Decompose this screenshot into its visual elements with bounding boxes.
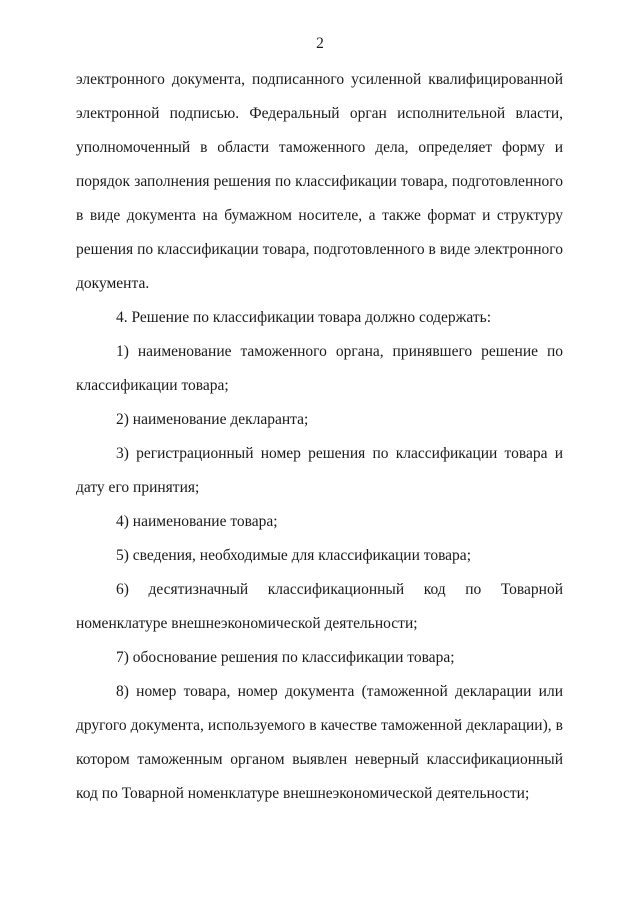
list-item-4: 4) наименование товара; [116, 513, 278, 530]
list-item-3: 3) регистрационный номер решения по классификации товара и дату его принятия; [76, 445, 563, 496]
list-item-8: 8) номер товара, номер документа (таможенной декларации или другого документа, используемого в качестве таможенной декларации), в котором таможенным органом выявлен неверный классификационный код по Товарной номенклатуре внешнеэкономической деятельности; [76, 683, 563, 802]
paragraph-continuation: электронного документа, подписанного усиленной квалифицированной электронной подписью. Федеральный орган исполнительной власти, уполномоченный в области таможенного дела, определяет форму и порядок заполнения решения по классификации товара, подготовленного в виде документа на бумажном носителе, а также формат и структуру решения по классификации товара, подготовленного в виде электронного документа. [76, 71, 563, 292]
list-item-6: 6) десятизначный классификационный код по Товарной номенклатуре внешнеэкономической деятельности; [76, 581, 563, 632]
page-number: 2 [316, 35, 324, 52]
list-item-1: 1) наименование таможенного органа, принявшего решение по классификации товара; [76, 343, 563, 394]
paragraph-section-4-intro: 4. Решение по классификации товара должно содержать: [116, 309, 491, 326]
list-item-7: 7) обоснование решения по классификации товара; [116, 649, 455, 666]
list-item-2: 2) наименование декларанта; [116, 411, 309, 428]
list-item-5: 5) сведения, необходимые для классификации товара; [116, 547, 471, 564]
